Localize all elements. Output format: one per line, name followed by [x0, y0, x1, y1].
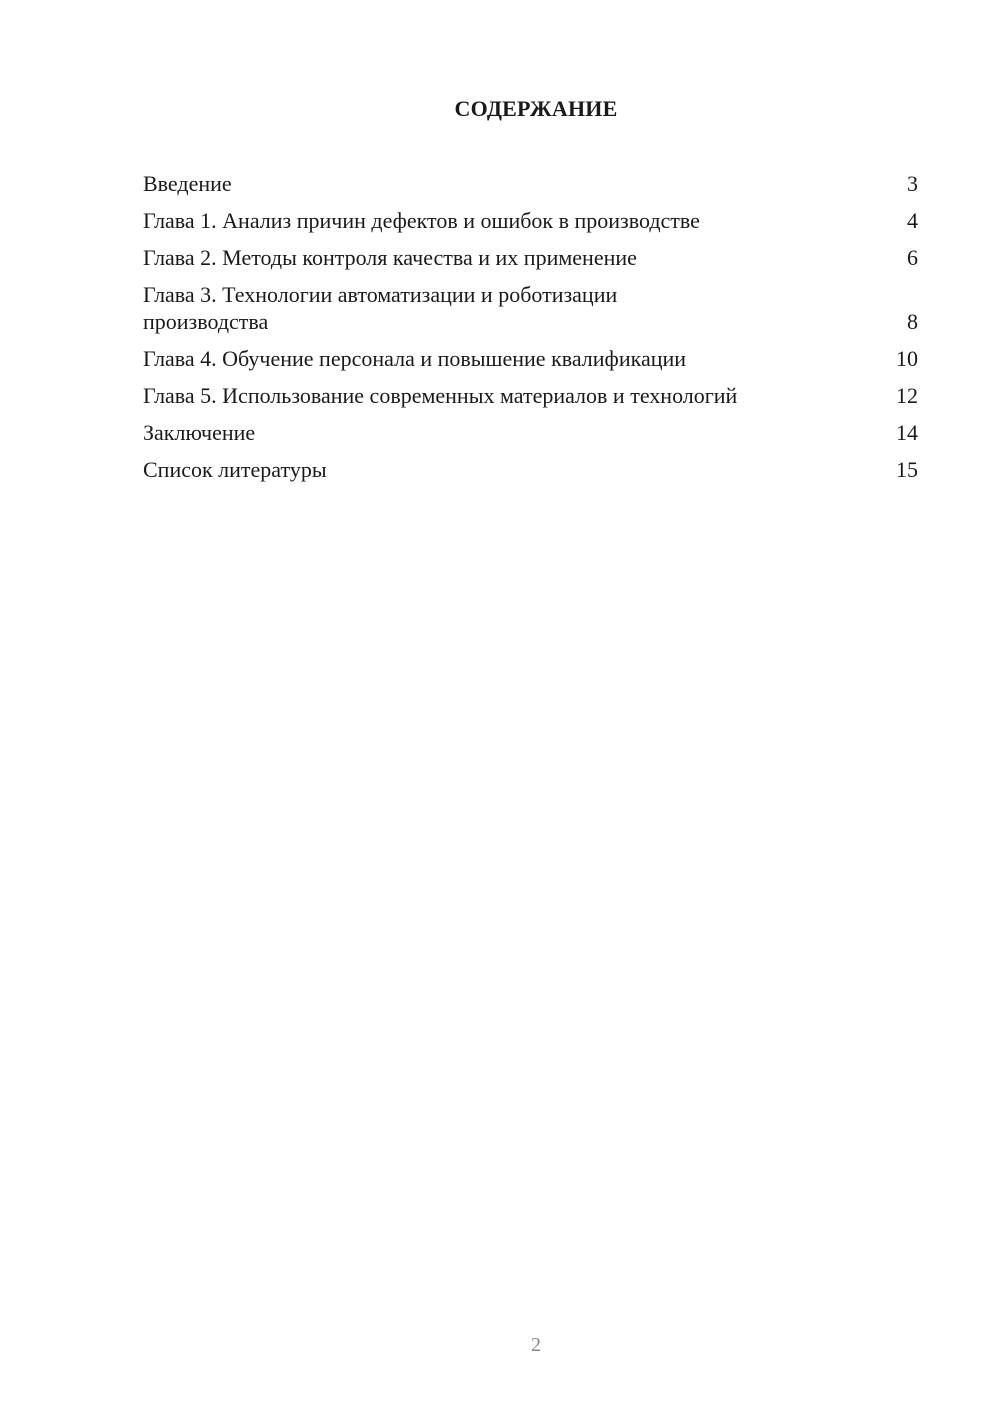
toc-entry-page: 8 [907, 309, 918, 334]
toc-entry-page: 12 [896, 383, 918, 408]
toc-entry-page: 6 [907, 245, 918, 270]
toc-entry-page: 3 [907, 171, 918, 196]
toc-entry-title: Введение [143, 171, 232, 196]
toc-entry-page: 4 [907, 208, 918, 233]
toc-entry-references[interactable] [143, 456, 918, 483]
toc-entry-title: Глава 1. Анализ причин дефектов и ошибок в производстве [143, 208, 700, 233]
toc-entry-chapter-4[interactable] [143, 345, 918, 372]
toc-entry-title: Глава 5. Использование современных материалов и технологий [143, 383, 738, 408]
toc-entry-chapter-3[interactable] [143, 281, 918, 335]
page-title: СОДЕРЖАНИЕ [454, 96, 618, 121]
toc-entry-title: Заключение [143, 420, 256, 445]
toc-entry-chapter-1[interactable] [143, 207, 918, 234]
toc-entry-page: 10 [896, 346, 918, 371]
toc-entry-title: Список литературы [143, 457, 327, 482]
table-of-contents [143, 170, 918, 493]
page-number: 2 [531, 1334, 541, 1356]
toc-entry-page: 14 [896, 420, 918, 445]
toc-entry-title: Глава 4. Обучение персонала и повышение квалификации [143, 346, 687, 371]
toc-entry-page: 15 [896, 457, 918, 482]
toc-entry-introduction[interactable] [143, 170, 918, 197]
toc-entry-chapter-5[interactable] [143, 382, 918, 409]
toc-entry-chapter-2[interactable] [143, 244, 918, 271]
toc-entry-title: Глава 3. Технологии автоматизации и роботизации производства [143, 282, 618, 334]
toc-entry-conclusion[interactable] [143, 419, 918, 446]
toc-entry-title: Глава 2. Методы контроля качества и их применение [143, 245, 637, 270]
